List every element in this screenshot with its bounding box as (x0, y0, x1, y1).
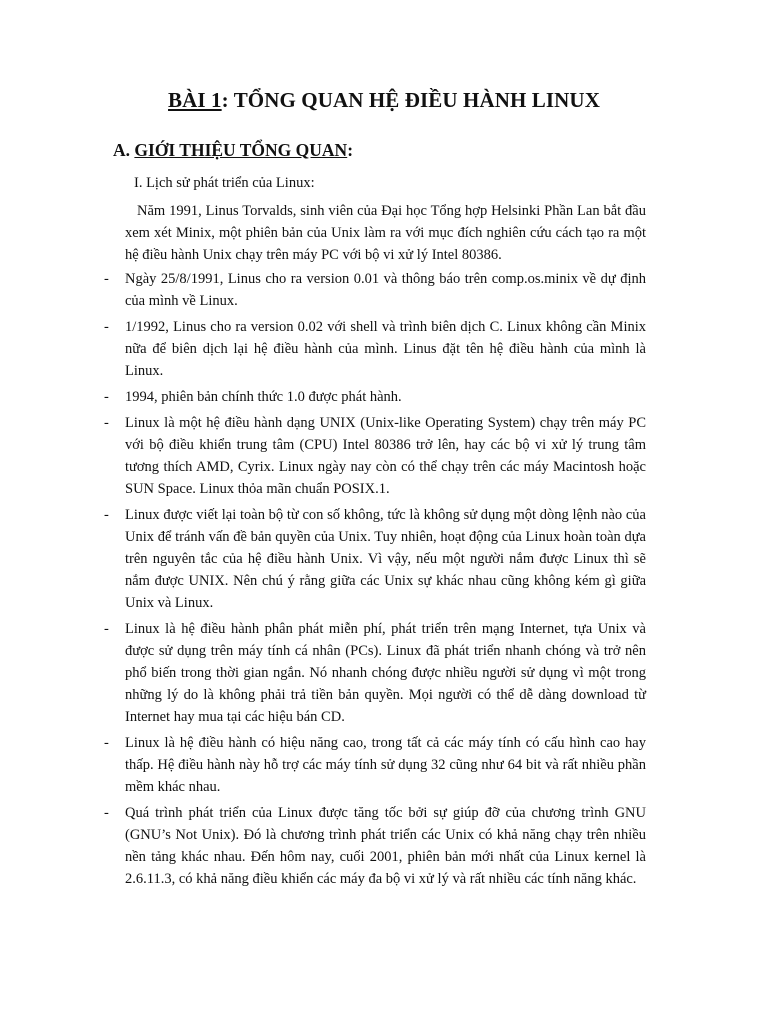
section-suffix: : (347, 140, 354, 160)
list-item-text: Linux được viết lại toàn bộ từ con số không, tức là không sử dụng một dòng lệnh nào của Unix để tránh vấn đề bản quyền của Unix. Tuy nhiên, hoạt động của Linux hoàn toàn dựa trên nguyên tắc của hệ điều hành Unix. Vì vậy, nếu một người nắm được Linux thì sẽ nắm được UNIX. Nên chú ý rằng giữa các Unix sự khác nhau cũng không kém gì giữa Unix và Linux. (125, 507, 646, 611)
list-item-text: 1994, phiên bản chính thức 1.0 được phát hành. (125, 389, 402, 405)
bullet-dash: - (104, 271, 109, 287)
list-item (0, 618, 768, 728)
bullet-dash: - (104, 621, 109, 637)
list-item (0, 802, 768, 890)
title-text: : TỔNG QUAN HỆ ĐIỀU HÀNH LINUX (221, 88, 600, 112)
bullet-dash: - (104, 415, 109, 431)
page-title (0, 88, 768, 113)
list-item (0, 504, 768, 614)
bullet-dash: - (104, 735, 109, 751)
list-item-text: Linux là một hệ điều hành dạng UNIX (Unix-like Operating System) chạy trên máy PC với bộ điều khiển trung tâm (CPU) Intel 80386 trở lên, hay các bộ vi xử lý trung tâm tương thích AMD, Cyrix. Linux ngày nay còn có thể chạy trên các máy Macintosh hoặc SUN Space. Linux thỏa mãn chuẩn POSIX.1. (125, 415, 646, 497)
list-item (0, 732, 768, 798)
list-item (0, 412, 768, 500)
list-item-text: Linux là hệ điều hành có hiệu năng cao, trong tất cả các máy tính có cấu hình cao hay thấp. Hệ điều hành này hỗ trợ các máy tính sử dụng 32 cũng như 64 bit và rất nhiều phần mềm khác nhau. (125, 735, 646, 795)
section-heading (113, 140, 353, 161)
history-list (0, 268, 768, 894)
section-label: GIỚI THIỆU TỔNG QUAN (134, 140, 348, 160)
bullet-dash: - (104, 389, 109, 405)
list-item (0, 386, 768, 408)
intro-paragraph: Năm 1991, Linus Torvalds, sinh viên của Đại học Tổng hợp Helsinki Phần Lan bắt đầu xem xét Minix, một phiên bản của Unix làm ra với mục đích nghiên cứu cách tạo ra một hệ điều hành Unix chạy trên máy PC với bộ vi xử lý Intel 80386. (125, 203, 646, 263)
list-item-text: Ngày 25/8/1991, Linus cho ra version 0.01 và thông báo trên comp.os.minix về dự định của mình về Linux. (125, 271, 646, 309)
subsection-heading: I. Lịch sử phát triển của Linux: (134, 175, 315, 191)
list-item (0, 268, 768, 312)
bullet-dash: - (104, 319, 109, 335)
bullet-dash: - (104, 507, 109, 523)
list-item-text: 1/1992, Linus cho ra version 0.02 với shell và trình biên dịch C. Linux không cần Minix nữa để biên dịch lại hệ điều hành của mình. Linus đặt tên hệ điều hành của mình là Linux. (125, 319, 646, 379)
section-prefix: A. (113, 140, 135, 160)
list-item-text: Quá trình phát triển của Linux được tăng tốc bởi sự giúp đỡ của chương trình GNU (GNU’s Not Unix). Đó là chương trình phát triển các Unix có khả năng chạy trên nhiều nền tảng khác nhau. Đến hôm nay, cuối 2001, phiên bản mới nhất của Linux kernel là 2.6.11.3, có khả năng điều khiển các máy đa bộ vi xử lý và rất nhiều các tính năng khác. (125, 805, 646, 887)
bullet-dash: - (104, 805, 109, 821)
list-item (0, 316, 768, 382)
title-lesson-label: BÀI 1 (168, 88, 222, 112)
list-item-text: Linux là hệ điều hành phân phát miễn phí, phát triển trên mạng Internet, tựa Unix và được sử dụng trên máy tính cá nhân (PCs). Linux đã phát triển nhanh chóng và trở nên phổ biến trong thời gian ngắn. Nó nhanh chóng được nhiều người sử dụng vì một trong những lý do là không phải trả tiền bản quyền. Mọi người có thể dễ dàng download từ Internet hay mua tại các hiệu bán CD. (125, 621, 646, 725)
